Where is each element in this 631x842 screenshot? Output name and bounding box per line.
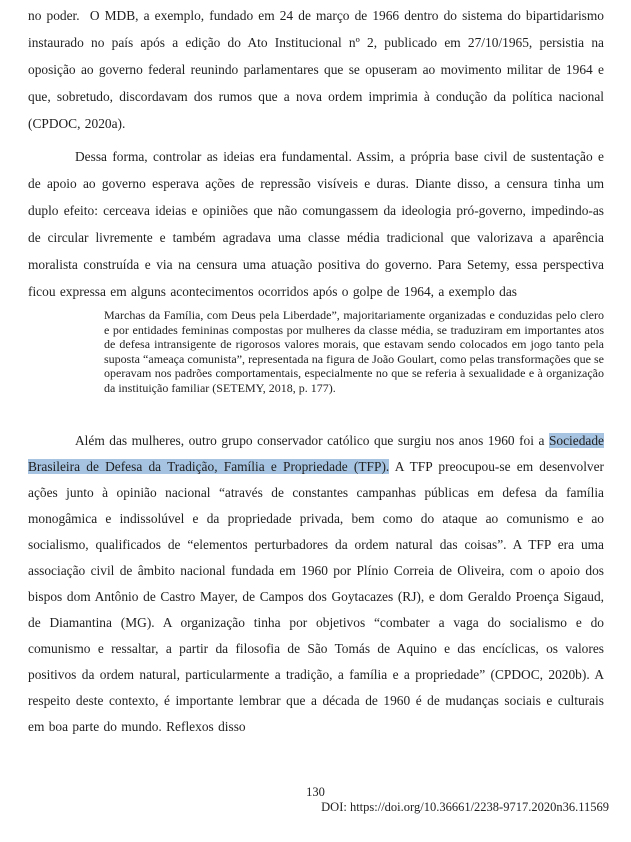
paragraph-censura: Dessa forma, controlar as ideias era fundamental. Assim, a própria base civil de sustentação e de apoio ao governo esperava ações de repressão visíveis e duras. Diante disso, a censura tinha um duplo efeito: cerceava ideias e opiniões que não comungassem da ideologia pró-governo, impedindo-as de circular livremente e também agradava uma classe média tradicional que valorizava a aparência moralista construída e via na censura uma atuação positiva do governo. Para Setemy, essa perspectiva ficou expressa em alguns acontecimentos ocorridos após o golpe de 1964, a exemplo das [28, 149, 604, 299]
highlighted-text: Sociedade Brasileira de Defesa da Tradição, Família e Propriedade (TFP). [28, 432, 604, 474]
page-footer [0, 785, 631, 815]
block-quote-setemy: Marchas da Família, com Deus pela Liberdade”, majoritariamente organizadas e conduzidas pelo clero e por entidades femininas compostas por mulheres da classe média, se traduziram em importantes atos de defesa intransigente de rigorosos valores morais, que estavam sendo colocados em jogo tanto pela suposta “ameaça comunista”, representada na figura de João Goulart, como pelas transformações que se operavam nos padrões comportamentais, especialmente no que se referia à sexualidade e à organização da instituição familiar (SETEMY, 2018, p. 177). [104, 308, 604, 395]
paragraph-mdb: no poder. O MDB, a exemplo, fundado em 24 de março de 1966 dentro do sistema do bipartidarismo instaurado no país após a edição do Ato Institucional nº 2, publicado em 27/10/1965, persistia na oposição ao governo federal reunindo parlamentares que se opuseram ao movimento militar de 1964 e que, sobretudo, discordavam dos rumos que a nova ordem imprimia à condução da política nacional (CPDOC, 2020a). [28, 8, 604, 131]
paragraph-tfp [28, 428, 604, 740]
paragraph-tfp-text-before: Além das mulheres, outro grupo conservador católico que surgiu nos anos 1960 foi a [75, 432, 549, 448]
page-number: 130 [306, 785, 325, 799]
paragraph-tfp-text-after: A TFP preocupou-se em desenvolver ações junto à opinião nacional “através de constantes campanhas públicas em defesa da família monogâmica e indissolúvel e da propriedade privada, bem como do ataque ao comunismo e ao socialismo, qualificados de “elementos perturbadores da ordem natural das coisas”. A TFP era uma associação civil de âmbito nacional fundada em 1960 por Plínio Correia de Oliveira, com o apoio dos bispos dom Antônio de Castro Mayer, de Campos dos Goytacazes (RJ), e dom Geraldo Proença Sigaud, de Diamantina (MG). A organização tinha por objetivos “combater a vaga do socialismo e do comunismo e ressaltar, a partir da filosofia de São Tomás de Aquino e das encíclicas, os valores positivos da ordem natural, particularmente a tradição, a família e a propriedade” (CPDOC, 2020b). A respeito deste contexto, é importante lembrar que a década de 1960 é de mudanças sociais e culturais em boa parte do mundo. Reflexos disso [28, 458, 605, 734]
doi-text: DOI: https://doi.org/10.36661/2238-9717.2020n36.11569 [321, 800, 609, 814]
